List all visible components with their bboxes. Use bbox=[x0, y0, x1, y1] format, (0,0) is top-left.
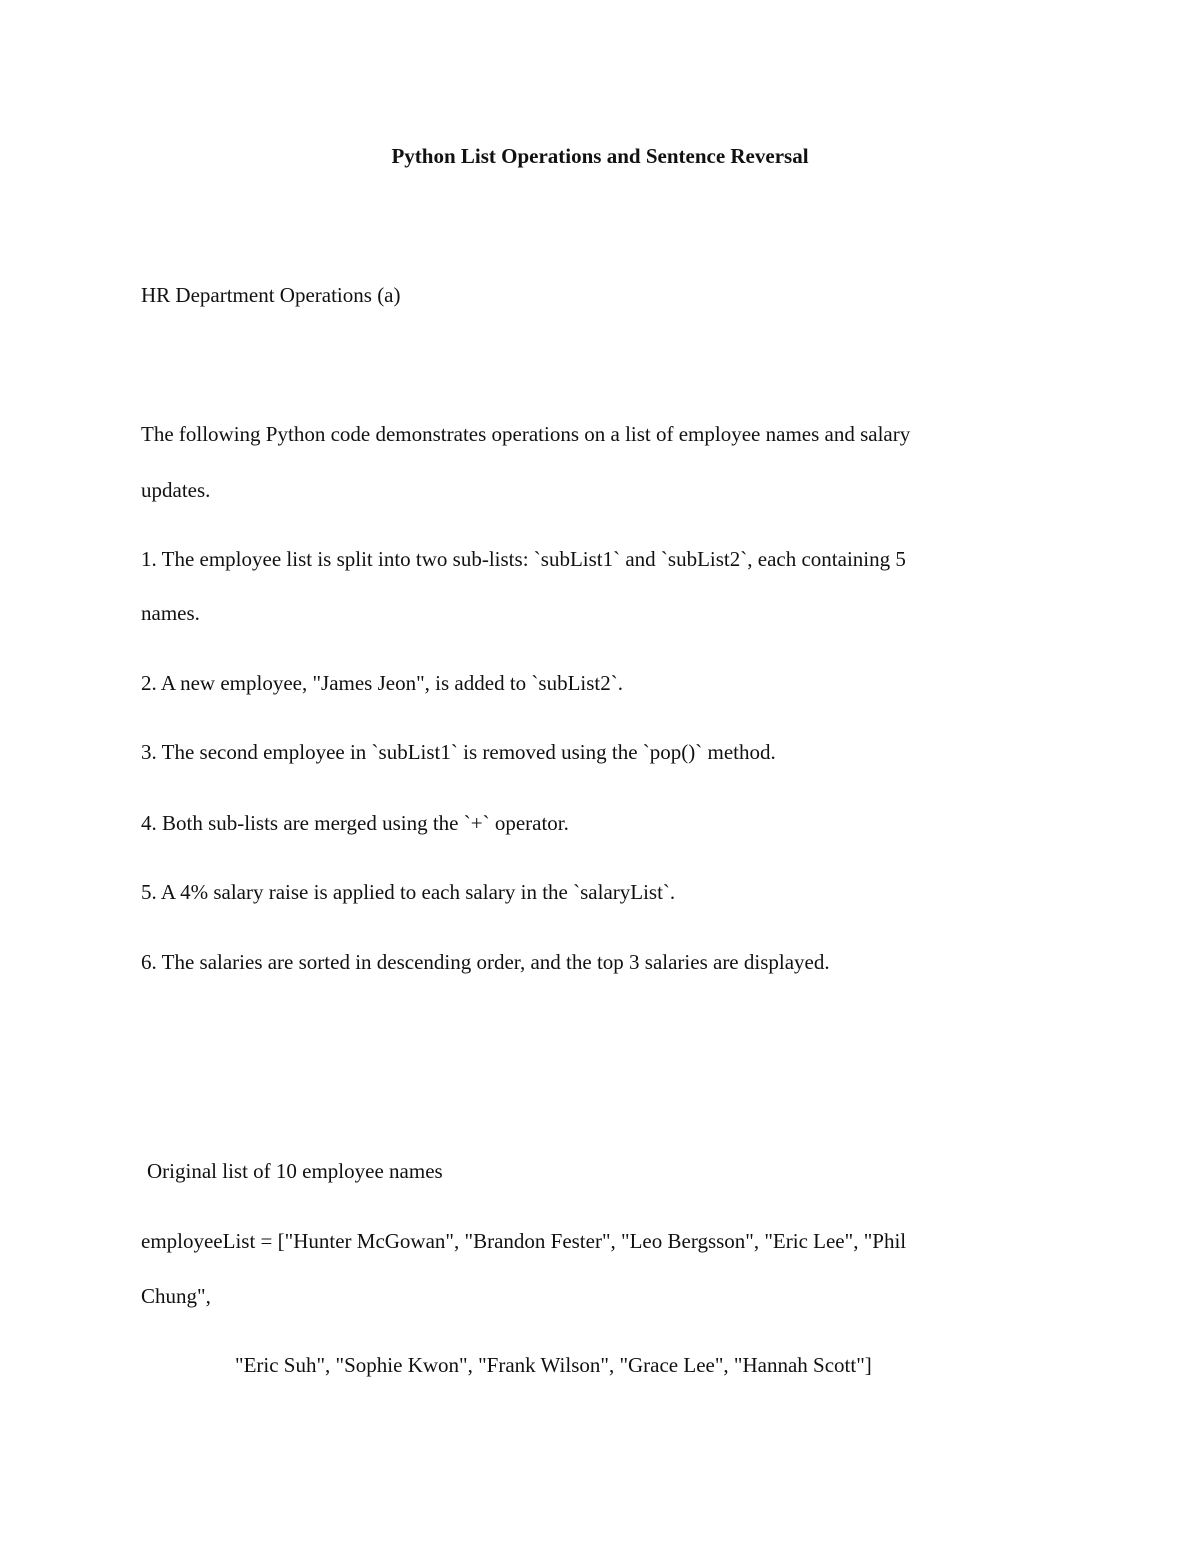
step-1-line-1: 1. The employee list is split into two sub-lists: `subList1` and `subList2`, each containing 5 bbox=[141, 547, 906, 571]
step-5: 5. A 4% salary raise is applied to each salary in the `salaryList`. bbox=[141, 880, 676, 904]
intro-line-1: The following Python code demonstrates operations on a list of employee names and salary bbox=[141, 422, 911, 446]
step-4: 4. Both sub-lists are merged using the `+` operator. bbox=[141, 811, 569, 835]
intro-line-2: updates. bbox=[141, 478, 211, 502]
step-3: 3. The second employee in `subList1` is removed using the `pop()` method. bbox=[141, 740, 776, 764]
code-line-1: employeeList = ["Hunter McGowan", "Brandon Fester", "Leo Bergsson", "Eric Lee", "Phil bbox=[141, 1229, 907, 1253]
code-line-3: "Eric Suh", "Sophie Kwon", "Frank Wilson", "Grace Lee", "Hannah Scott"] bbox=[235, 1353, 872, 1377]
code-comment: Original list of 10 employee names bbox=[147, 1159, 443, 1183]
step-2: 2. A new employee, "James Jeon", is added to `subList2`. bbox=[141, 671, 623, 695]
step-1-line-2: names. bbox=[141, 601, 200, 625]
step-6: 6. The salaries are sorted in descending order, and the top 3 salaries are displayed. bbox=[141, 950, 830, 974]
section-heading: HR Department Operations (a) bbox=[141, 283, 401, 307]
document-title: Python List Operations and Sentence Reversal bbox=[391, 144, 809, 168]
code-line-2: Chung", bbox=[141, 1284, 211, 1308]
